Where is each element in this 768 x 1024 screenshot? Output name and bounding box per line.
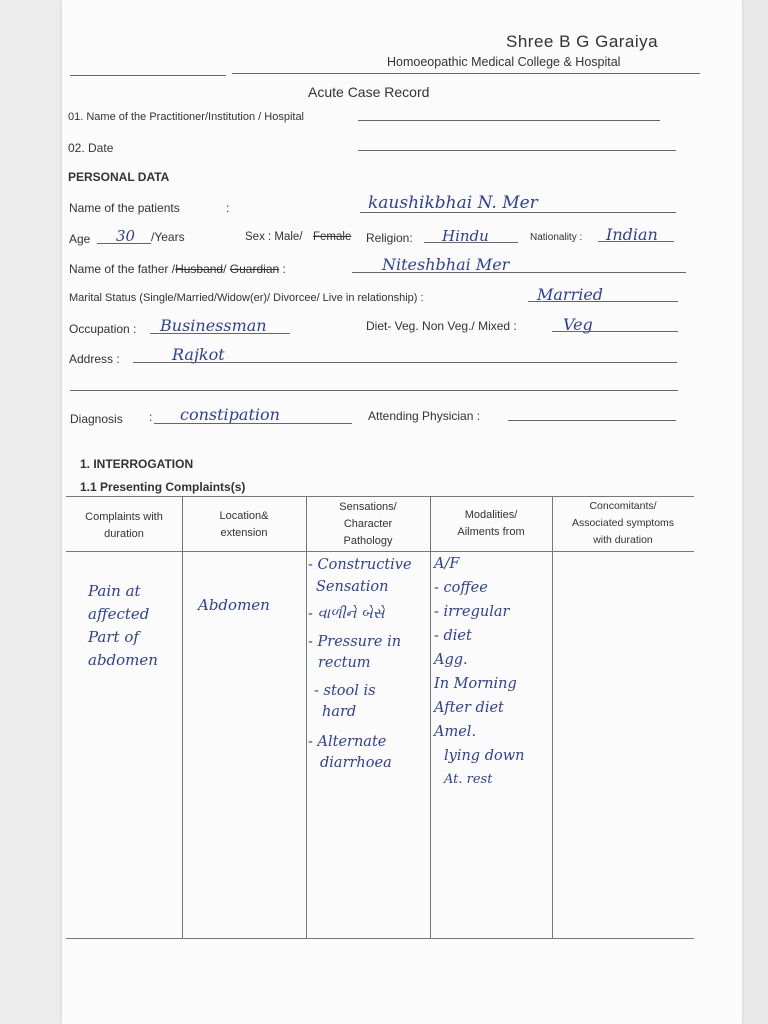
presenting-complaints-heading: 1.1 Presenting Complaints(s) xyxy=(80,480,246,494)
form-title: Acute Case Record xyxy=(308,84,430,100)
age-label: Age xyxy=(69,232,91,246)
nationality-value: Indian xyxy=(606,225,658,244)
sex-label: Sex : Male/ xyxy=(245,231,303,243)
table-bottom-border xyxy=(66,938,694,939)
table-col-divider-3 xyxy=(430,496,431,938)
complaint-line: abdomen xyxy=(88,651,158,669)
modalities-cell xyxy=(434,552,524,792)
guardian-struck: Guardian xyxy=(229,262,280,276)
header-rule-right xyxy=(232,73,700,74)
col-header-concomitants-line: with duration xyxy=(593,534,653,546)
address-value: Rajkot xyxy=(172,345,225,364)
col-header-location-line: extension xyxy=(220,527,268,539)
modality-line: - coffee xyxy=(434,580,488,596)
practitioner-label: 01. Name of the Practitioner/Institution / Hospital xyxy=(68,111,305,123)
col-header-concomitants-line: Concomitants/ xyxy=(589,500,657,512)
nationality-label: Nationality : xyxy=(530,232,583,243)
marital-status-label: Marital Status (Single/Married/Widow(er)/ Divorcee/ Live in relationship) : xyxy=(69,292,424,304)
age-value: 30 xyxy=(116,227,136,245)
marital-status-value: Married xyxy=(537,285,604,304)
father-label-colon: : xyxy=(282,262,286,276)
page-margin xyxy=(0,0,62,1024)
sensation-line: hard xyxy=(322,704,357,720)
father-name-line xyxy=(352,272,686,273)
sensations-cell xyxy=(308,555,412,775)
occupation-value: Businessman xyxy=(160,316,267,335)
father-label-sep: / xyxy=(223,262,227,276)
address-line-1 xyxy=(133,362,677,363)
occupation-line xyxy=(150,333,290,334)
sensation-line: - Pressure in xyxy=(308,633,402,650)
modality-line: Amel. xyxy=(434,724,477,740)
father-name-value: Niteshbhai Mer xyxy=(382,255,510,274)
college-subtitle: Homoeopathic Medical College & Hospital xyxy=(387,55,621,69)
diet-line xyxy=(552,331,678,332)
table-top-border xyxy=(66,496,694,497)
col-header-complaints-line: duration xyxy=(104,528,144,540)
husband-struck: Husband xyxy=(175,262,224,276)
religion-label: Religion: xyxy=(366,231,413,245)
complaint-line: affected xyxy=(88,605,150,623)
col-header-sensations xyxy=(306,499,430,550)
sensation-line: rectum xyxy=(318,655,371,671)
col-header-complaints xyxy=(66,509,182,543)
complaints-cell xyxy=(88,580,158,672)
religion-value: Hindu xyxy=(442,227,489,245)
location-cell: Abdomen xyxy=(198,596,270,614)
date-label: 02. Date xyxy=(68,141,114,155)
col-header-modalities-line: Modalities/ xyxy=(464,509,518,521)
modality-line: - diet xyxy=(434,628,472,644)
diagnosis-colon: : xyxy=(149,410,153,424)
modality-line: A/F xyxy=(434,556,460,572)
col-header-concomitants-line: Associated symptoms xyxy=(571,517,675,529)
sensation-line: - વાળીને બેસે xyxy=(308,606,385,622)
modality-line: In Morning xyxy=(434,676,517,692)
diagnosis-line xyxy=(154,423,352,424)
modality-line: At. rest xyxy=(444,772,493,787)
patient-name-label: Name of the patients xyxy=(69,201,180,215)
sensation-line: Sensation xyxy=(316,578,389,595)
col-header-concomitants xyxy=(552,498,694,549)
nationality-line xyxy=(598,241,674,242)
table-header-border xyxy=(66,551,694,552)
col-header-location-line: Location& xyxy=(219,510,269,522)
complaint-line: Part of xyxy=(88,628,139,646)
patient-name-value: kaushikbhai N. Mer xyxy=(368,193,538,213)
sensation-line: - Alternate xyxy=(308,733,387,750)
col-header-sensations-line: Pathology xyxy=(343,535,393,547)
complaint-line: Pain at xyxy=(88,582,141,600)
address-label: Address : xyxy=(69,352,120,366)
college-name: Shree B G Garaiya xyxy=(506,32,659,51)
address-line-2 xyxy=(70,390,678,391)
diagnosis-value: constipation xyxy=(180,405,280,424)
age-unit: /Years xyxy=(151,230,185,244)
date-line xyxy=(358,150,676,151)
sex-female-struck: Female xyxy=(313,231,352,243)
table-col-divider-4 xyxy=(552,496,553,938)
occupation-label: Occupation : xyxy=(69,322,137,336)
sensation-line: - stool is xyxy=(314,682,376,699)
sensation-line: diarrhoea xyxy=(320,755,392,771)
table-col-divider-2 xyxy=(306,496,307,938)
col-header-complaints-line: Complaints with xyxy=(85,511,163,523)
diagnosis-label: Diagnosis xyxy=(70,412,123,426)
father-label xyxy=(69,262,286,276)
patient-name-colon: : xyxy=(226,201,230,215)
modality-line: lying down xyxy=(444,748,525,764)
physician-label: Attending Physician : xyxy=(368,409,481,423)
modality-line: Agg. xyxy=(434,652,468,668)
header-rule-left xyxy=(70,75,226,76)
modality-line: - irregular xyxy=(434,604,510,620)
diet-label: Diet- Veg. Non Veg./ Mixed : xyxy=(366,319,517,333)
diet-value: Veg xyxy=(563,315,593,334)
col-header-sensations-line: Character xyxy=(343,518,393,530)
col-header-modalities xyxy=(430,507,552,541)
interrogation-heading: 1. INTERROGATION xyxy=(80,457,194,471)
physician-line xyxy=(508,420,676,421)
father-label-prefix: Name of the father / xyxy=(69,262,176,276)
sensation-line: - Constructive xyxy=(308,557,412,573)
patient-name-line xyxy=(360,212,676,213)
personal-data-heading: PERSONAL DATA xyxy=(68,170,170,184)
practitioner-line xyxy=(358,120,660,121)
col-header-sensations-line: Sensations/ xyxy=(339,501,397,513)
col-header-modalities-line: Ailments from xyxy=(457,526,525,538)
modality-line: After diet xyxy=(434,700,504,716)
religion-line xyxy=(424,242,518,243)
marital-status-line xyxy=(528,301,678,302)
col-header-location xyxy=(182,508,306,542)
table-col-divider-1 xyxy=(182,496,183,938)
